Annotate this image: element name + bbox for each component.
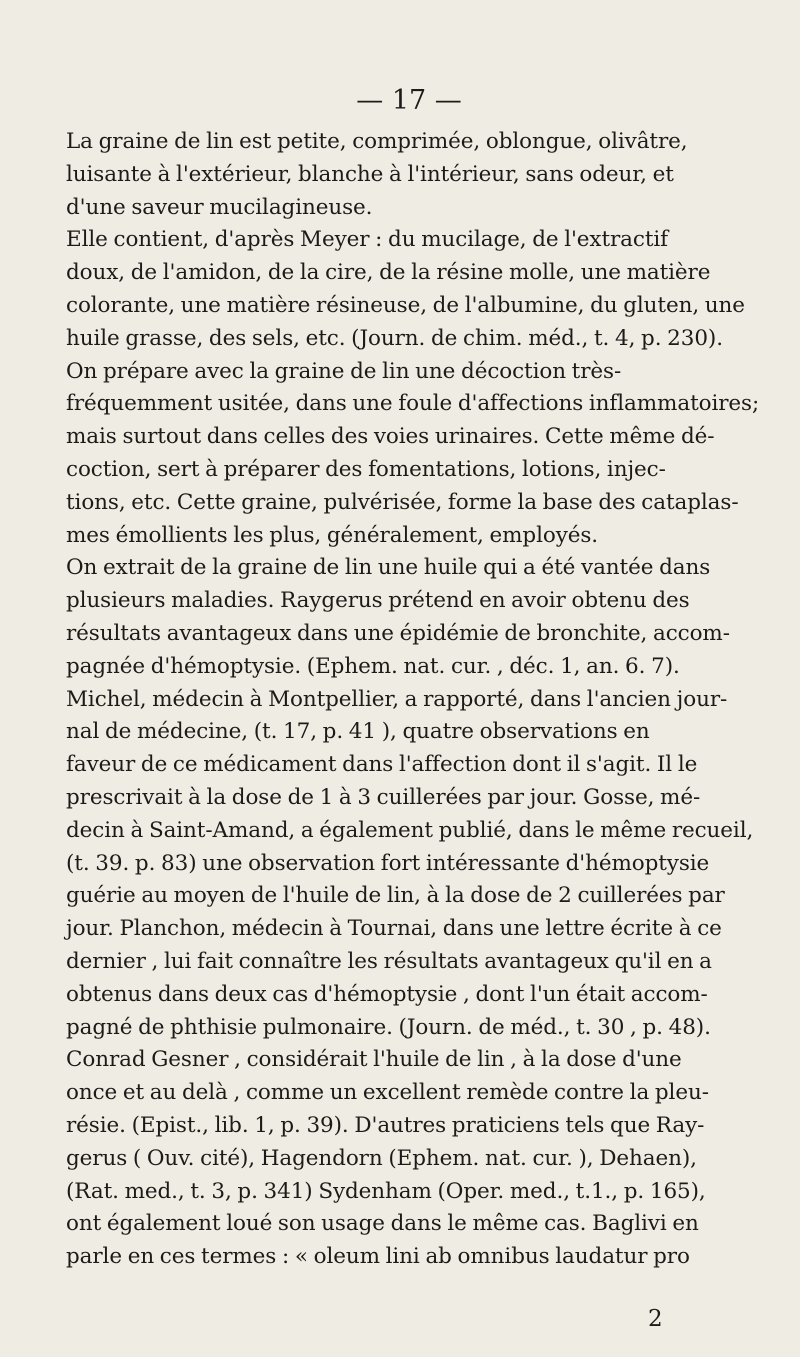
text-line: decin à Saint-Amand, a également publié, dans le même recueil, (66, 817, 754, 843)
text-line: mais surtout dans celles des voies urinaires. Cette même dé- (66, 424, 715, 450)
text-line: prescrivait à la dose de 1 à 3 cuillerées par jour. Gosse, mé- (66, 784, 701, 810)
text-line: ont également loué son usage dans le même cas. Baglivi en (66, 1211, 699, 1237)
text-line: pagné de phthisie pulmonaire. (Journ. de méd., t. 30 , p. 48). (66, 1014, 711, 1040)
text-line: huile grasse, des sels, etc. (Journ. de chim. méd., t. 4, p. 230). (66, 325, 723, 351)
text-line: tions, etc. Cette graine, pulvérisée, forme la base des cataplas- (66, 489, 739, 515)
page-number: — 17 — (356, 85, 462, 116)
text-line: résie. (Epist., lib. 1, p. 39). D'autres praticiens tels que Ray- (66, 1112, 705, 1138)
text-line: luisante à l'extérieur, blanche à l'intérieur, sans odeur, et (66, 161, 674, 187)
text-line: (Rat. med., t. 3, p. 341) Sydenham (Oper. med., t.1., p. 165), (66, 1178, 706, 1204)
text-line: d'une saveur mucilagineuse. (66, 194, 373, 220)
text-line: (t. 39. p. 83) une observation fort intéressante d'hémoptysie (66, 850, 710, 876)
text-line: dernier , lui fait connaître les résultats avantageux qu'il en a (66, 948, 712, 974)
text-line: On extrait de la graine de lin une huile qui a été vantée dans (66, 555, 711, 581)
paragraph-1 (66, 126, 732, 224)
text-line: faveur de ce médicament dans l'affection dont il s'agit. Il le (66, 752, 698, 778)
paragraph-4 (66, 552, 754, 1044)
text-line: plusieurs maladies. Raygerus prétend en avoir obtenu des (66, 588, 690, 614)
text-line: guérie au moyen de l'huile de lin, à la dose de 2 cuillerées par (66, 883, 725, 909)
text-line: fréquemment usitée, dans une foule d'affections inflammatoires; (66, 391, 760, 417)
text-line: nal de médecine, (t. 17, p. 41 ), quatre observations en (66, 719, 650, 745)
document-page (66, 84, 760, 1274)
text-line: mes émollients les plus, généralement, employés. (66, 522, 599, 548)
text-line: coction, sert à préparer des fomentations, lotions, injec- (66, 456, 666, 482)
signature-mark: 2 (648, 1306, 663, 1332)
text-line: Elle contient, d'après Meyer : du mucilage, de l'extractif (66, 227, 669, 253)
text-line: résultats avantageux dans une épidémie de bronchite, accom- (66, 620, 730, 646)
text-line: parle en ces termes : « oleum lini ab omnibus laudatur pro (66, 1244, 690, 1270)
text-line: doux, de l'amidon, de la cire, de la résine molle, une matière (66, 260, 711, 286)
text-line: obtenus dans deux cas d'hémoptysie , dont l'un était accom- (66, 981, 708, 1007)
paragraph-5 (66, 1044, 732, 1274)
paragraph-2 (66, 224, 745, 355)
text-line: pagnée d'hémoptysie. (Ephem. nat. cur. , déc. 1, an. 6. 7). (66, 653, 680, 679)
text-line: jour. Planchon, médecin à Tournai, dans une lettre écrite à ce (66, 916, 722, 942)
text-line: Michel, médecin à Montpellier, a rapporté, dans l'ancien jour- (66, 686, 728, 712)
paragraph-3 (66, 356, 760, 553)
text-line: On prépare avec la graine de lin une décoction très- (66, 358, 622, 384)
text-line: colorante, une matière résineuse, de l'albumine, du gluten, une (66, 292, 745, 318)
text-line: Conrad Gesner , considérait l'huile de lin , à la dose d'une (66, 1047, 682, 1073)
text-line: gerus ( Ouv. cité), Hagendorn (Ephem. nat. cur. ), Dehaen), (66, 1145, 697, 1171)
text-line: once et au delà , comme un excellent remède contre la pleu- (66, 1080, 709, 1106)
text-line: La graine de lin est petite, comprimée, oblongue, olivâtre, (66, 129, 688, 154)
